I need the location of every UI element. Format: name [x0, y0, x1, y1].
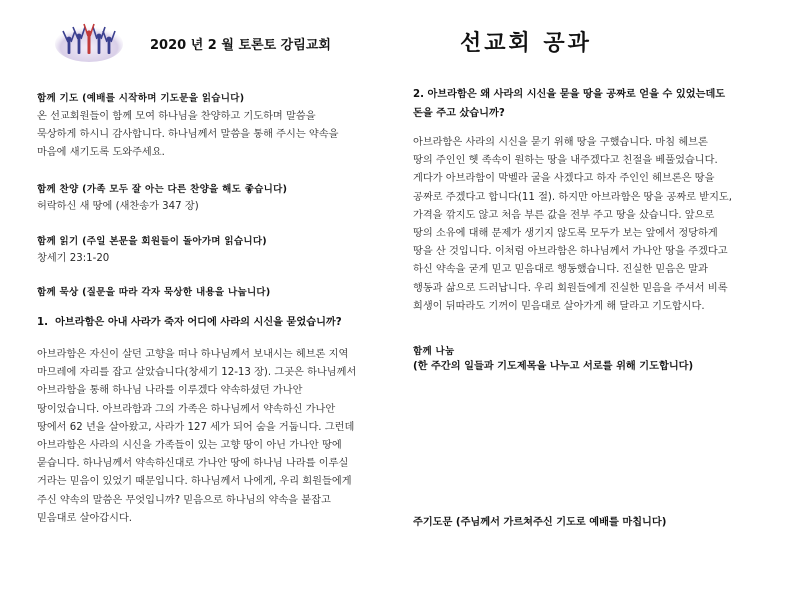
answer-1-line: 아브라함을 통해 하나님 나라를 이루겠다 약속하셨던 가나안 — [37, 385, 303, 397]
hymn-heading: 함께 찬양 (가족 모두 잘 아는 다른 찬양을 해도 좋습니다) — [37, 184, 288, 195]
answer-2-line: 아브라함은 사라의 시신을 묻기 위해 땅을 구했습니다. 마침 헤브론 — [413, 137, 708, 148]
answer-2-line: 행동과 삶으로 드러납니다. 우리 회원들에게 진실한 믿음을 주셔서 비록 — [413, 282, 728, 294]
answer-2-line: 땅을 산 것입니다. 이처럼 아브라함은 하나님께서 가나안 땅을 주겠다고 — [413, 246, 728, 258]
answer-2-line: 게다가 아브라함이 막벨라 굴을 사겠다고 하자 주인인 헤브론은 땅을 — [413, 173, 715, 185]
answer-1-line: 아브라함은 사라의 시신을 가족들이 있는 고향 땅이 아닌 가나안 땅에 — [37, 440, 342, 452]
answer-1-line: 마므레에 자리를 잡고 살았습니다(창세기 12-13 장). 그곳은 하나님께서 — [37, 367, 357, 379]
answer-2 — [413, 134, 732, 316]
hymn-text: 허락하신 새 땅에 (새찬송가 347 장) — [37, 201, 199, 212]
sharing-heading: 함께 나눔 — [413, 346, 455, 357]
answer-1-line: 묻습니다. 하나님께서 약속하신대로 가나안 땅에 하나님 나라를 이루실 — [37, 458, 349, 470]
answer-2-line: 희생이 뒤따라도 기꺼이 믿음대로 살아가게 해 달라고 기도합시다. — [413, 300, 705, 312]
church-logo — [55, 22, 123, 62]
question-1 — [37, 314, 342, 333]
answer-2-line: 공짜로 주겠다고 합니다(11 절). 하지만 아브라함은 땅을 공짜로 받지도, — [413, 191, 733, 203]
prayer-line: 온 선교회원들이 함께 모여 하나님을 찬양하고 기도하며 말씀을 — [37, 111, 316, 122]
answer-1 — [37, 346, 356, 528]
closing-prayer: 주기도문 (주님께서 가르쳐주신 기도로 예배를 마칩니다) — [413, 517, 667, 528]
answer-2-line: 땅의 주인인 헷 족속이 원하는 땅을 내주겠다고 친절을 베풀었습니다. — [413, 155, 718, 167]
reading-text: 창세기 23:1-20 — [37, 253, 110, 264]
answer-1-line: 땅이었습니다. 아브라함과 그의 가족은 하나님께서 약속하신 가나안 — [37, 403, 336, 415]
question-1-number: 1. — [37, 317, 48, 328]
meditation-heading: 함께 묵상 (질문을 따라 각자 묵상한 내용을 나눕니다) — [37, 287, 271, 298]
brand-title: 선교회 공과 — [460, 30, 592, 56]
question-1-text: 아브라함은 아내 사라가 죽자 어디에 사라의 시신을 묻었습니까? — [55, 317, 342, 328]
prayer-line: 묵상하게 하시니 감사합니다. 하나님께서 말씀을 통해 주시는 약속을 — [37, 129, 339, 141]
question-2 — [413, 86, 725, 123]
question-2-line: 2. 아브라함은 왜 사라의 시신을 묻을 땅을 공짜로 얻을 수 있었는데도 — [413, 89, 726, 100]
answer-2-line: 땅의 소유에 대해 문제가 생기지 않도록 모두가 보는 앞에서 정당하게 — [413, 228, 718, 240]
reading-heading: 함께 읽기 (주일 본문을 회원들이 돌아가며 읽습니다) — [37, 236, 267, 247]
page-title: 2020 년 2 월 토론토 강림교회 — [150, 38, 331, 53]
answer-2-line: 가격을 깎지도 않고 처음 부른 값을 전부 주고 땅을 샀습니다. 앞으로 — [413, 209, 715, 221]
prayer-text — [37, 108, 338, 163]
answer-2-line: 하신 약속을 굳게 믿고 믿음대로 행동했습니다. 진실한 믿음은 말과 — [413, 264, 708, 276]
answer-1-line: 거라는 믿음이 있었기 때문입니다. 하나님께서 나에게, 우리 회원들에게 — [37, 476, 352, 488]
prayer-line: 마음에 새기도록 도와주세요. — [37, 147, 165, 159]
sharing-text: (한 주간의 일들과 기도제목을 나누고 서로를 위해 기도합니다) — [413, 361, 694, 372]
answer-1-line: 땅에서 62 년을 살아왔고, 사라가 127 세가 되어 숨을 거둡니다. 그런데 — [37, 421, 355, 433]
prayer-heading: 함께 기도 (예배를 시작하며 기도문을 읽습니다) — [37, 93, 245, 104]
question-2-line: 돈을 주고 샀습니까? — [413, 107, 505, 119]
answer-1-line: 믿음대로 살아갑시다. — [37, 512, 133, 524]
answer-1-line: 아브라함은 자신이 살던 고향을 떠나 하나님께서 보내시는 헤브론 지역 — [37, 349, 349, 360]
answer-1-line: 주신 약속의 말씀은 무엇입니까? 믿음으로 하나님의 약속을 붙잡고 — [37, 494, 331, 506]
